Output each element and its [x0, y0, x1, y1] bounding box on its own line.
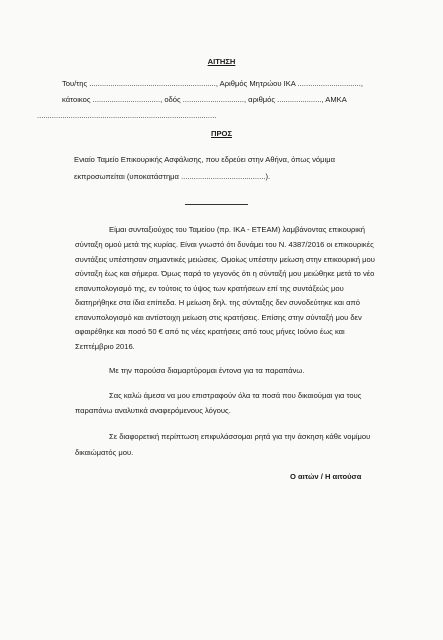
separator-line: [185, 204, 248, 205]
paragraph-protest: Με την παρούσα διαμαρτύρομαι έντονα για τα παραπάνω.: [109, 366, 305, 375]
paragraph-line: διατηρήθηκε στα ίδια επίπεδα. Η μείωση δηλ. της σύνταξης δεν συνοδεύτηκε και από: [75, 298, 360, 307]
paragraph-line: Σεπτέμβριο 2016.: [75, 342, 135, 351]
paragraph-line: δικαιώματός μου.: [75, 448, 134, 457]
paragraph-line: επανυπολογισμό και αντίστοιχη μείωση στις κρατήσεις. Επίσης στην σύνταξή μου δεν: [75, 313, 362, 322]
form-line-extra: .....................................................................................: [37, 111, 217, 120]
paragraph-line: σύνταξη έως και σήμερα. Όμως παρά το γεγονός ότι η σύνταξή μου μειώθηκε μετά το νέο: [75, 269, 375, 278]
paragraph-line: παραπάνω αναλυτικά αναφερόμενους λόγους.: [75, 406, 231, 415]
recipient-line-2: εκπροσωπείται (υποκατάστημα ........................................).: [74, 172, 271, 181]
to-heading: ΠΡΟΣ: [210, 129, 232, 138]
paragraph-line: Είμαι συνταξιούχος του Ταμείου (πρ. ΙΚΑ - ΕΤΕΑΜ) λαμβάνοντας επικουρική: [109, 225, 366, 234]
paragraph-line: συντάξεις υπέστησαν σημαντικές μειώσεις. Ομοίως υπέστην μείωση στην επικουρική μου: [75, 255, 375, 264]
paragraph-line: σύνταξη ομού μετά της κυρίας. Είναι γνωστό ότι δυνάμει του Ν. 4387/2016 οι επικουρικές: [75, 240, 374, 249]
paragraph-line: επανυπολογισμό της, εν τούτοις το ύψος των κρατήσεων επί της συντάξεώς μου: [75, 284, 344, 293]
paragraph-line: Σας καλώ άμεσα να μου επιστραφούν όλα τα ποσά που δικαιούμαι για τους: [109, 391, 362, 400]
recipient-line-1: Ενιαίο Ταμείο Επικουρικής Ασφάλισης, που εδρεύει στην Αθήνα, όπως νόμιμα: [74, 155, 335, 164]
form-line-address: κάτοικος ................................, οδός ............................., αριθμός ....................., ΑΜΚΑ: [62, 95, 347, 104]
paragraph-line: αφαιρέθηκε και ποσό 50 € από τις νέες κρατήσεις από τους μήνες Ιούνιο έως και: [75, 327, 345, 336]
document-title: ΑΙΤΗΣΗ: [207, 57, 236, 66]
paragraph-line: Σε διαφορετική περίπτωση επιφυλάσσομαι ρητά για την άσκηση κάθε νομίμου: [109, 432, 371, 441]
form-line-name: Του/της ............................................................, Αριθμός Μητρώου ΙΚΑ ..............................,: [62, 79, 363, 88]
signature-label: Ο αιτών / Η αιτούσα: [290, 472, 362, 481]
